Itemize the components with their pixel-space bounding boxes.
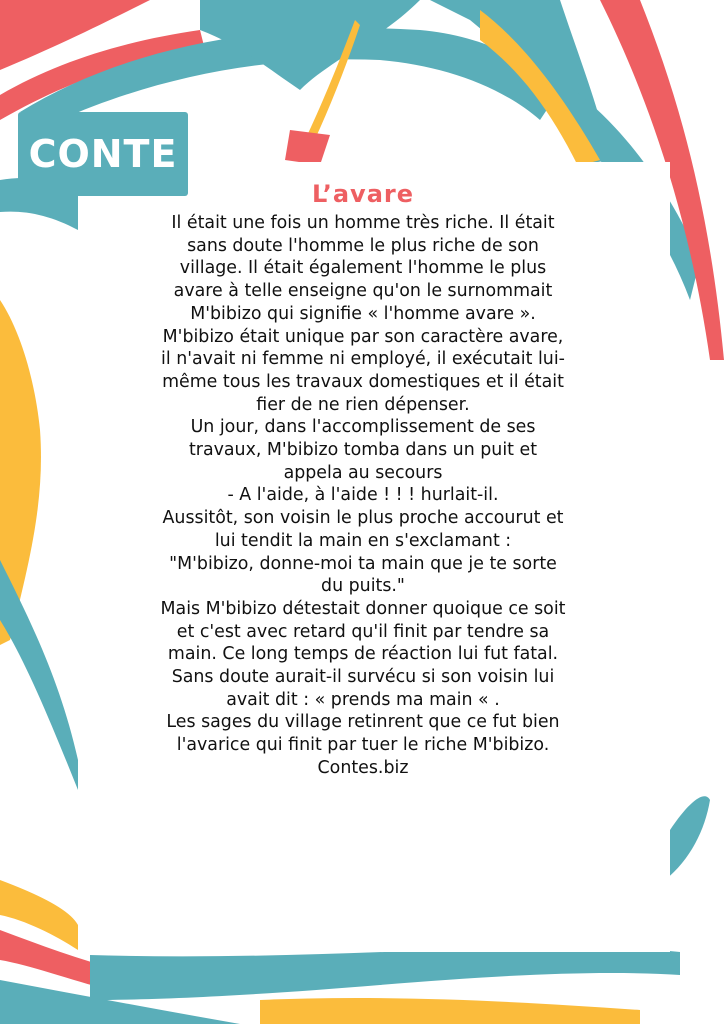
teal-stroke [665,796,710,880]
story-title: L’avare [311,180,415,208]
source-credit: Contes.biz [317,757,409,778]
coral-stroke [285,130,330,165]
yellow-stroke [260,998,640,1024]
teal-stroke [90,945,680,1000]
teal-stroke [0,560,78,790]
story-paragraph: Mais M'bibizo détestait donner quoique ce soit et c'est avec retard qu'il finit par tendre sa main. Ce long temps de réaction lui fut fatal. Sans doute aurait-il survécu si son voisin lui avait dit : « prends ma main « . [160,598,566,710]
story-paragraph: Les sages du village retinrent que ce fut bien l'avarice qui finit par tuer le riche M'bibizo. [166,712,560,756]
story-paragraph: "M'bibizo, donne-moi ta main que je te sorte du puits." [169,553,557,597]
story-paragraph: Aussitôt, son voisin le plus proche accourut et lui tendit la main en s'exclamant : [162,508,564,551]
story-body [160,212,566,780]
badge-label: CONTE [28,132,178,176]
story-paragraph: Il était une fois un homme très riche. Il était sans doute l'homme le plus riche de son village. Il était également l'homme le plus avare à telle enseigne qu'on le surnommait M'bibizo qui signifie « l'homme avare ». [171,213,555,324]
story-paragraph: Un jour, dans l'accomplissement de ses travaux, M'bibizo tomba dans un puit et appela au secours [188,417,538,483]
story-paragraph: - A l'aide, à l'aide ! ! ! hurlait-il. [227,485,499,506]
story-paragraph: M'bibizo était unique par son caractère avare, il n'avait ni femme ni employé, il exécutait lui-même tous les travaux domestiques et il était fier de ne rien dépenser. [161,326,565,415]
